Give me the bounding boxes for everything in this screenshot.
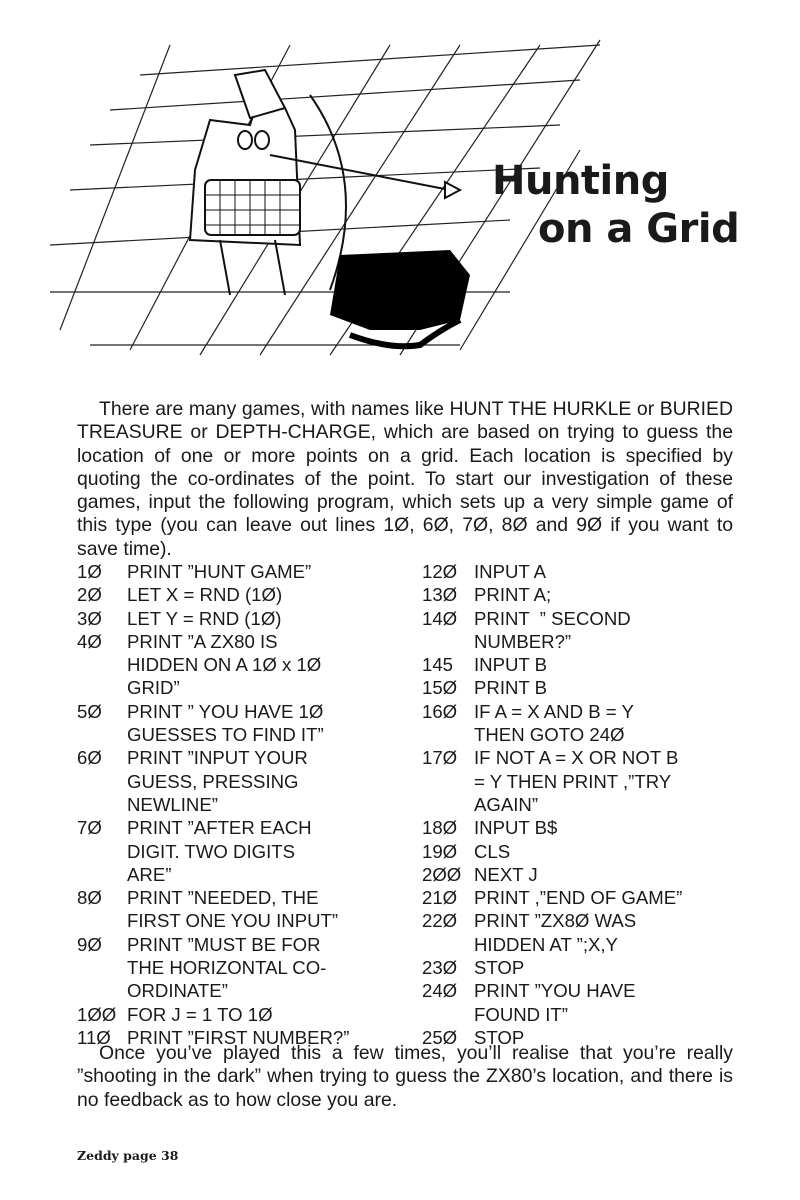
code-line — [77, 863, 417, 886]
code-text: DIGIT. TWO DIGITS — [127, 840, 296, 862]
line-number: 23Ø — [422, 957, 458, 979]
code-text: ORDINATE” — [127, 980, 228, 1002]
line-number — [77, 840, 127, 863]
code-line — [77, 583, 417, 606]
code-line — [77, 840, 417, 863]
code-line — [422, 723, 752, 746]
line-number — [422, 770, 474, 793]
code-text: GUESS, PRESSING — [127, 770, 299, 792]
line-number — [422, 630, 474, 653]
code-text: PRINT B — [474, 677, 548, 699]
line-number: 9Ø — [77, 933, 102, 955]
code-text: INPUT A — [474, 561, 546, 582]
code-line — [422, 933, 752, 956]
code-line — [77, 676, 417, 699]
code-text: PRINT ”YOU HAVE — [474, 980, 636, 1002]
code-text: PRINT ” YOU HAVE 1Ø — [127, 700, 324, 722]
code-line — [77, 607, 417, 630]
code-text: PRINT ”ZX8Ø WAS — [474, 910, 637, 932]
code-text: PRINT ”AFTER EACH — [127, 817, 312, 839]
code-line — [77, 793, 417, 816]
line-number: 17Ø — [422, 747, 458, 769]
line-number: 3Ø — [77, 607, 102, 629]
line-number: 2ØØ — [422, 863, 462, 885]
code-text: PRINT ”NEEDED, THE — [127, 887, 319, 909]
line-number: 21Ø — [422, 887, 458, 909]
line-number: 18Ø — [422, 817, 458, 839]
code-line — [77, 746, 417, 769]
title-line-2: on a Grid — [538, 206, 740, 252]
code-text: IF NOT A = X OR NOT B — [474, 747, 679, 769]
code-line — [422, 840, 752, 863]
program-listing-left — [77, 560, 417, 1049]
code-text: PRINT ”FIRST NUMBER?” — [127, 1026, 350, 1048]
code-text: PRINT ”HUNT GAME” — [127, 561, 312, 582]
code-text: PRINT ”INPUT YOUR — [127, 747, 308, 769]
code-text: PRINT ”MUST BE FOR — [127, 933, 321, 955]
line-number: 22Ø — [422, 910, 458, 932]
code-text: NEWLINE” — [127, 793, 218, 815]
line-number: 19Ø — [422, 840, 458, 862]
line-number: 16Ø — [422, 700, 458, 722]
code-text: FOR J = 1 TO 1Ø — [127, 1003, 273, 1025]
code-text: NEXT J — [474, 863, 538, 885]
line-number — [77, 770, 127, 793]
closing-paragraph — [77, 1042, 733, 1112]
line-number: 14Ø — [422, 607, 458, 629]
code-text: INPUT B — [474, 654, 548, 676]
code-text: STOP — [474, 1026, 525, 1048]
code-line — [422, 607, 752, 630]
line-number — [422, 723, 474, 746]
line-number — [77, 863, 127, 886]
code-line — [422, 630, 752, 653]
code-text: PRINT ” SECOND — [474, 607, 631, 629]
line-number — [77, 979, 127, 1002]
line-number: 8Ø — [77, 887, 102, 909]
line-number — [77, 676, 127, 699]
code-line — [77, 956, 417, 979]
line-number: 24Ø — [422, 980, 458, 1002]
code-text: ARE” — [127, 863, 172, 885]
code-line — [77, 816, 417, 839]
code-text: GRID” — [127, 677, 180, 699]
line-number — [77, 956, 127, 979]
line-number — [77, 653, 127, 676]
code-text: LET Y = RND (1Ø) — [127, 607, 282, 629]
code-text: THE HORIZONTAL CO- — [127, 957, 327, 979]
code-text: FOUND IT” — [474, 1003, 568, 1025]
title-line-1: Hunting — [492, 158, 669, 204]
page-footer: Zeddy page 38 — [77, 1148, 179, 1163]
code-line — [422, 746, 752, 769]
code-line — [422, 1003, 752, 1026]
program-listing-right — [422, 560, 752, 1049]
line-number: 1ØØ — [77, 1003, 117, 1025]
shadow — [330, 250, 470, 330]
line-number: 145 — [422, 654, 454, 676]
code-text: CLS — [474, 840, 511, 862]
code-line — [77, 886, 417, 909]
line-number: 15Ø — [422, 677, 458, 699]
code-line — [77, 560, 417, 583]
line-number — [77, 723, 127, 746]
code-text: INPUT B$ — [474, 817, 558, 839]
code-text: AGAIN” — [474, 793, 539, 815]
code-text: NUMBER?” — [474, 630, 572, 652]
code-text: HIDDEN AT ”;X,Y — [474, 933, 618, 955]
code-line — [422, 653, 752, 676]
line-number — [77, 909, 127, 932]
line-number: 1Ø — [77, 561, 102, 582]
line-number: 5Ø — [77, 700, 102, 722]
intro-paragraph-text: There are many games, with names like HUNT THE HURKLE or BURIED TREASURE or DEPTH-CHARGE, which are based on trying to guess the location of one or more points on a grid. Each location is specified by quoting the co-ordinates of the point. To start our investigation of these games, input the following program, which sets up a very simple game of this type (you can leave out lines 1Ø, 6Ø, 7Ø, 8Ø and 9Ø if you want to save time). — [77, 398, 733, 560]
code-text: GUESSES TO FIND IT” — [127, 724, 324, 746]
closing-paragraph-text: Once you’ve played this a few times, you’ll realise that you’re really ”shooting in the dark” when trying to guess the ZX80’s location, and there is no feedback as to how close you are. — [77, 1042, 733, 1111]
code-text: HIDDEN ON A 1Ø x 1Ø — [127, 654, 322, 676]
line-number — [422, 793, 474, 816]
code-line — [77, 630, 417, 653]
code-line — [422, 583, 752, 606]
code-line — [77, 723, 417, 746]
code-text: = Y THEN PRINT ,”TRY — [474, 770, 672, 792]
code-line — [422, 956, 752, 979]
code-line — [422, 863, 752, 886]
code-line — [77, 1003, 417, 1026]
code-line — [77, 909, 417, 932]
line-number: 6Ø — [77, 747, 102, 769]
line-number — [77, 793, 127, 816]
code-line — [422, 770, 752, 793]
code-line — [77, 933, 417, 956]
code-text: FIRST ONE YOU INPUT” — [127, 910, 339, 932]
line-number: 7Ø — [77, 817, 102, 839]
code-line — [77, 979, 417, 1002]
code-text: PRINT ”A ZX80 IS — [127, 630, 278, 652]
line-number — [422, 1003, 474, 1026]
line-number: 13Ø — [422, 584, 458, 606]
code-text: STOP — [474, 957, 525, 979]
code-line — [422, 676, 752, 699]
code-text: LET X = RND (1Ø) — [127, 584, 283, 606]
code-line — [422, 816, 752, 839]
line-number: 12Ø — [422, 561, 458, 582]
code-text: PRINT A; — [474, 584, 552, 606]
code-text: IF A = X AND B = Y — [474, 700, 634, 722]
code-line — [77, 653, 417, 676]
line-number: 25Ø — [422, 1026, 458, 1048]
line-number — [422, 933, 474, 956]
code-line — [422, 886, 752, 909]
code-line — [422, 560, 752, 583]
code-text: PRINT ,”END OF GAME” — [474, 887, 683, 909]
line-number: 4Ø — [77, 630, 102, 652]
code-line — [77, 770, 417, 793]
line-number: 2Ø — [77, 584, 102, 606]
line-number: 11Ø — [77, 1026, 111, 1048]
code-line — [422, 909, 752, 932]
code-text: THEN GOTO 24Ø — [474, 724, 625, 746]
code-line — [77, 700, 417, 723]
code-line — [422, 979, 752, 1002]
code-line — [422, 700, 752, 723]
code-line — [422, 793, 752, 816]
intro-paragraph — [77, 398, 733, 561]
